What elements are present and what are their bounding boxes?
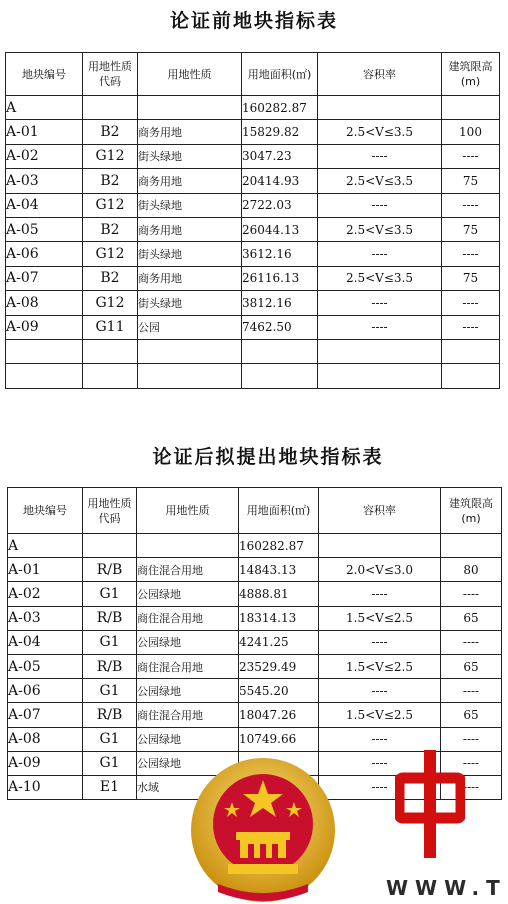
table-row — [6, 339, 500, 363]
table-header-row — [8, 488, 502, 534]
cell-type-name: 公园绿地 — [137, 679, 239, 703]
cell-type-code: G11 — [83, 315, 138, 339]
cell-code: A — [8, 534, 83, 558]
cell-area: 18314.13 — [239, 606, 319, 630]
cell-code: A-09 — [6, 315, 83, 339]
cell-height: ---- — [441, 751, 502, 775]
cell-code: A-05 — [8, 654, 83, 678]
cell-area: 3612.16 — [242, 242, 318, 266]
cell-height: ---- — [442, 193, 500, 217]
cell-type-code: G12 — [83, 144, 138, 168]
cell-type-code: G1 — [83, 582, 137, 606]
table-row — [8, 679, 502, 703]
cell-code: A-08 — [8, 727, 83, 751]
cell-far — [318, 96, 442, 120]
cell-type-code: E1 — [83, 775, 137, 799]
table-header-row — [6, 53, 500, 96]
cell-type-code: R/B — [83, 654, 137, 678]
cell-area: 160282.87 — [242, 96, 318, 120]
table-before-title: 论证前地块指标表 — [169, 10, 338, 32]
cell-type-code: B2 — [83, 266, 138, 290]
cell-far — [318, 364, 442, 388]
cell-type-code: G1 — [83, 679, 137, 703]
table-row — [8, 654, 502, 678]
emblem-gate-roof — [236, 832, 290, 840]
cell-type-code: G1 — [83, 751, 137, 775]
cell-height: ---- — [442, 242, 500, 266]
cell-far: ---- — [319, 775, 441, 799]
cell-height — [442, 96, 500, 120]
cell-height: 65 — [441, 703, 502, 727]
table-row — [6, 193, 500, 217]
cell-type-name: 商务用地 — [138, 217, 242, 241]
cell-type-name — [138, 96, 242, 120]
header-code: 地块编号 — [8, 488, 83, 534]
cell-type-name: 商务用地 — [138, 266, 242, 290]
table-row — [6, 96, 500, 120]
table-row — [8, 630, 502, 654]
table-row — [8, 558, 502, 582]
header-far: 容积率 — [319, 488, 441, 534]
cell-type-name: 街头绿地 — [138, 242, 242, 266]
cell-type-name: 商住混合用地 — [137, 654, 239, 678]
cell-area: 3812.16 — [242, 291, 318, 315]
cell-type-name: 公园绿地 — [137, 751, 239, 775]
header-area: 用地面积(㎡) — [239, 488, 319, 534]
cell-code: A-09 — [8, 751, 83, 775]
cell-height: ---- — [442, 144, 500, 168]
cell-code — [6, 364, 83, 388]
cell-area: 20414.93 — [242, 169, 318, 193]
table-row — [8, 534, 502, 558]
cell-code: A-06 — [6, 242, 83, 266]
cell-type-code — [83, 339, 138, 363]
cell-area: 10749.66 — [239, 727, 319, 751]
header-type-code: 用地性质代码 — [83, 488, 137, 534]
header-area: 用地面积(㎡) — [242, 53, 318, 96]
cell-type-code: R/B — [83, 558, 137, 582]
cell-height: 65 — [441, 606, 502, 630]
cell-type-code: G1 — [83, 630, 137, 654]
cell-far: ---- — [319, 630, 441, 654]
cell-height: 65 — [441, 654, 502, 678]
cell-height: ---- — [442, 315, 500, 339]
cell-area: 5545.20 — [239, 679, 319, 703]
cell-type-code: R/B — [83, 606, 137, 630]
cell-far: 2.5<V≤3.5 — [318, 266, 442, 290]
cell-area — [242, 339, 318, 363]
cell-code: A-03 — [6, 169, 83, 193]
cell-far: ---- — [319, 582, 441, 606]
cell-type-name: 街头绿地 — [138, 291, 242, 315]
cell-type-code: B2 — [83, 169, 138, 193]
cell-area: 15829.82 — [242, 120, 318, 144]
cell-type-code — [83, 364, 138, 388]
cell-type-code — [83, 534, 137, 558]
cell-far — [318, 339, 442, 363]
cell-area: 160282.87 — [239, 534, 319, 558]
watermark-url: WWW.T — [386, 876, 507, 900]
cell-far: 2.5<V≤3.5 — [318, 120, 442, 144]
cell-type-name: 水域 — [137, 775, 239, 799]
cell-code: A-05 — [6, 217, 83, 241]
cell-type-name — [137, 534, 239, 558]
header-code: 地块编号 — [6, 53, 83, 96]
cell-height: 80 — [441, 558, 502, 582]
cell-type-name: 公园绿地 — [137, 630, 239, 654]
table-row — [8, 606, 502, 630]
cell-type-code: B2 — [83, 120, 138, 144]
table-before — [5, 52, 500, 389]
cell-area: 18047.26 — [239, 703, 319, 727]
cell-code: A — [6, 96, 83, 120]
cell-far: ---- — [318, 315, 442, 339]
cell-type-name: 商务用地 — [138, 169, 242, 193]
table-row — [6, 217, 500, 241]
national-emblem-icon — [188, 752, 338, 904]
cell-far: ---- — [319, 751, 441, 775]
cell-far — [319, 534, 441, 558]
cell-far: 1.5<V≤2.5 — [319, 654, 441, 678]
cell-height: ---- — [442, 291, 500, 315]
cell-height: 75 — [442, 217, 500, 241]
cell-code: A-03 — [8, 606, 83, 630]
cell-far: ---- — [319, 679, 441, 703]
cell-height: ---- — [441, 630, 502, 654]
cell-height — [442, 339, 500, 363]
cell-type-code: R/B — [83, 703, 137, 727]
cell-type-name: 街头绿地 — [138, 193, 242, 217]
cell-area — [242, 364, 318, 388]
cell-far: ---- — [318, 242, 442, 266]
cell-far: ---- — [318, 144, 442, 168]
cell-far: 1.5<V≤2.5 — [319, 703, 441, 727]
table-row — [6, 169, 500, 193]
cell-type-code: B2 — [83, 217, 138, 241]
cell-height: 100 — [442, 120, 500, 144]
emblem-gate-door — [260, 844, 266, 858]
cell-height: ---- — [441, 582, 502, 606]
header-height: 建筑限高(m) — [442, 53, 500, 96]
emblem-gate-door — [248, 844, 254, 858]
cell-code: A-04 — [8, 630, 83, 654]
cell-type-code: G1 — [83, 727, 137, 751]
cell-height — [441, 534, 502, 558]
cell-height: 75 — [442, 266, 500, 290]
cell-area: 2722.03 — [242, 193, 318, 217]
cell-code: A-07 — [8, 703, 83, 727]
cell-type-name: 公园绿地 — [137, 582, 239, 606]
cell-type-name: 街头绿地 — [138, 144, 242, 168]
cell-far: 2.0<V≤3.0 — [319, 558, 441, 582]
table-row — [6, 315, 500, 339]
table-row — [8, 703, 502, 727]
table-row — [6, 266, 500, 290]
cell-far: ---- — [318, 193, 442, 217]
cell-area: 14843.13 — [239, 558, 319, 582]
header-type-code: 用地性质代码 — [83, 53, 138, 96]
cell-area: 26116.13 — [242, 266, 318, 290]
cell-height: ---- — [441, 727, 502, 751]
table-after-title: 论证后拟提出地块指标表 — [152, 446, 384, 468]
cell-type-name — [138, 364, 242, 388]
cell-type-name — [138, 339, 242, 363]
cell-type-code: G12 — [83, 242, 138, 266]
cell-code: A-04 — [6, 193, 83, 217]
cell-far: 2.5<V≤3.5 — [318, 169, 442, 193]
cell-type-code — [83, 96, 138, 120]
cell-area: 23529.49 — [239, 654, 319, 678]
table-row — [6, 364, 500, 388]
cell-type-name: 商务用地 — [138, 120, 242, 144]
cell-height: 75 — [442, 169, 500, 193]
cell-code: A-06 — [8, 679, 83, 703]
cell-area: 7462.50 — [242, 315, 318, 339]
header-type-name: 用地性质 — [138, 53, 242, 96]
cell-code: A-01 — [8, 558, 83, 582]
cell-code: A-07 — [6, 266, 83, 290]
cell-type-name: 商住混合用地 — [137, 703, 239, 727]
cell-code: A-01 — [6, 120, 83, 144]
table-row — [6, 291, 500, 315]
table-row — [6, 120, 500, 144]
cell-type-code: G12 — [83, 291, 138, 315]
cell-far: 1.5<V≤2.5 — [319, 606, 441, 630]
cell-area: 4888.81 — [239, 582, 319, 606]
emblem-gate-door — [272, 844, 278, 858]
cell-far: ---- — [318, 291, 442, 315]
cell-far: 2.5<V≤3.5 — [318, 217, 442, 241]
cell-height: ---- — [441, 775, 502, 799]
table-row — [8, 582, 502, 606]
cell-code: A-02 — [8, 582, 83, 606]
cell-area: 4241.25 — [239, 630, 319, 654]
cell-type-name: 商住混合用地 — [137, 606, 239, 630]
cell-type-code: G12 — [83, 193, 138, 217]
cell-code — [6, 339, 83, 363]
header-type-name: 用地性质 — [137, 488, 239, 534]
red-character-logo — [395, 748, 465, 860]
table-row — [6, 242, 500, 266]
cell-area: 3047.23 — [242, 144, 318, 168]
header-far: 容积率 — [318, 53, 442, 96]
table-row — [6, 144, 500, 168]
cell-code: A-02 — [6, 144, 83, 168]
cell-type-name: 公园 — [138, 315, 242, 339]
cell-height — [442, 364, 500, 388]
cell-far: ---- — [319, 727, 441, 751]
cell-height: ---- — [441, 679, 502, 703]
cell-type-name: 公园绿地 — [137, 727, 239, 751]
cell-code: A-10 — [8, 775, 83, 799]
cell-code: A-08 — [6, 291, 83, 315]
header-height: 建筑限高(m) — [441, 488, 502, 534]
emblem-base — [228, 864, 298, 874]
cell-type-name: 商住混合用地 — [137, 558, 239, 582]
cell-area: 26044.13 — [242, 217, 318, 241]
